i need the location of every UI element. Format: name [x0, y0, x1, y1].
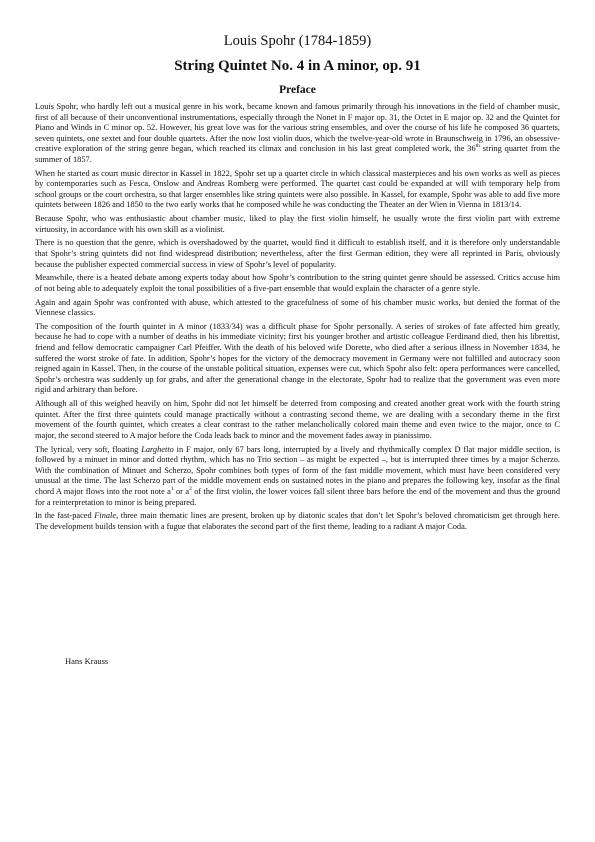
- italic-term: Finale: [94, 511, 117, 521]
- paragraph-text: Meanwhile, there is a heated debate among experts today about how Spohr’s contribution to the string quintet genre should be assessed. Critics accuse him of not being able to adequately exploit the tonal possibilities of a five-part ensemble that would explain the character of a genre style.: [35, 273, 560, 293]
- paragraph-text: When he started as court music director in Kassel in 1822, Spohr set up a quartet circle in which classical masterpieces and his own works as well as pieces by contemporaries such as Fesca, Onslow and Andreas Romberg were performed. The quartet cast could be expanded at will with temporary help from school groups or the court orchestra, so that larger ensembles like string quintets were also possible. In Kassel, for example, Spohr was able to add five more quintets between 1826 and 1850 to the two early works that he composed while he was conducting the Theater an der Wien in Vienna in 1813/14.: [35, 168, 560, 210]
- paragraph-text: string quartet from the summer of 1857.: [35, 144, 560, 164]
- paragraph-text: The lyrical, very soft, floating: [35, 444, 142, 454]
- body-paragraph: [35, 298, 560, 319]
- body-paragraph: [35, 511, 560, 532]
- paragraph-text: There is no question that the genre, which is overshadowed by the quartet, would find it difficult to establish itself, and it is therefore only understandable that Spohr’s string quintets did not find widespread distribution; nevertheless, after the first German edition, they were all reprinted in Paris, obviously because the publisher expected commercial success in view of Spohr’s level of popularity.: [35, 238, 560, 269]
- body-paragraph: [35, 399, 560, 441]
- body-paragraph: [35, 322, 560, 396]
- body-paragraph: [35, 214, 560, 235]
- paragraph-text: or a: [173, 486, 190, 496]
- body-paragraph: [35, 445, 560, 509]
- work-title: String Quintet No. 4 in A minor, op. 91: [174, 58, 421, 74]
- superscript: 2: [189, 486, 192, 493]
- body-paragraph: [35, 102, 560, 166]
- author-signature: Hans Krauss: [65, 656, 109, 666]
- paragraph-text: of the first violin, the lower voices fall silent three bars before the end of the movement and thus the ground for a reinterpretation to minor is being prepared.: [35, 486, 561, 507]
- paragraph-text: Although all of this weighed heavily on him, Spohr did not let himself be deterred from composing and created another great work with the fourth string quintet. After the first three quintets could manage practically without a contrasting second theme, we are dealing with a secondary theme in the first movement of the fourth quintet, which creates a clear contrast to the rather melancholically colored main theme and even twice to the major, once to C major, the second steered to A major before the Coda leads back to minor and the movement fades away in pianissimo.: [35, 399, 560, 440]
- paragraph-text: The composition of the fourth quintet in A minor (1833/34) was a difficult phase for Spohr personally. A series of strokes of fate affected him greatly, because he had to cope with a number of deaths in his immediate vicinity; first his younger brother and artistic colleague Ferdinand died, then his librettist, friend and fellow democratic campaigner Carl Pfeiffer. With the death of his beloved wife Dorette, who died after a serious illness in November 1834, he suffered the worst stroke of fate. In addition, Spohr’s hopes for the victory of the democracy movement in Germany were not fulfilled and autocracy soon reigned again in Kassel. Then, in the course of the unstable political situation, expenses were cut, which Spohr also felt: opera performances were cancelled, Spohr’s orchestra was suddenly up for grabs, and after the generational change in the electorate, Spohr had to realize that the government was even more rigid and arbitrary than before.: [35, 321, 560, 395]
- paragraph-text: Because Spohr, who was enthusiastic about chamber music, liked to play the first violin himself, he usually wrote the first violin part with extreme virtuosity, in accordance with his own skill as a violinist.: [35, 214, 560, 234]
- italic-term: Larghetto: [141, 444, 174, 454]
- body-paragraph: [35, 238, 560, 270]
- paragraph-text: In the fast-paced: [35, 511, 95, 521]
- superscript: 1: [170, 486, 174, 493]
- paragraph-text: in F major, only 67 bars long, interrupted by a lively and rhythmically complex D flat major middle section, is followed by a minuet in minor and dotted rhythm, which has no Trio section – as might be expected –, but is interrupted three times by a major Scherzo. With the combination of Minuet and Scherzo, Spohr combines both types of form of the fast middle movement, which must have been considered very unusual at the time. The last Scherzo part of the middle movement ends on sustained notes in the piano and prepares the following key, insofar as the final chord A major flows into the root note a: [35, 444, 560, 496]
- body-paragraph: [35, 169, 560, 211]
- preface-body: [35, 102, 560, 536]
- paragraph-text: Again and again Spohr was confronted with abuse, which attested to the gracefulness of some of his chamber music works, but denied the format of the Viennese classics.: [35, 297, 560, 318]
- body-paragraph: [35, 273, 560, 294]
- preface-heading: Preface: [279, 84, 316, 96]
- composer-heading: Louis Spohr (1784-1859): [223, 33, 372, 49]
- paragraph-text: , three main thematic lines are present, broken up by diatonic scales that don’t let Spohr’s beloved chromaticism get through here. The development builds tension with a fugue that elaborates the second part of the first theme, leading to a radiant A major Coda.: [35, 511, 560, 531]
- superscript: th: [475, 143, 480, 150]
- paragraph-text: Louis Spohr, who hardly left out a musical genre in his work, became known and famous primarily through his innovations in the field of chamber music, first of all because of their unconventional instrumentations, especially through the Nonet in F major op. 31, the Octet in E major op. 32 and the Quintet for Piano and Winds in C minor op. 52. However, his great love was for the various string ensembles, and over the course of his life he composed 36 quartets, seven quintets, one sextet and four double quartets. After the now lost violin duos, which the twelve-year-old wrote in Braunschweig in 1796, an obsessive-creative exploration of the string genre began, which reached its climax and conclusion in his last great completed work, the 36: [35, 102, 560, 154]
